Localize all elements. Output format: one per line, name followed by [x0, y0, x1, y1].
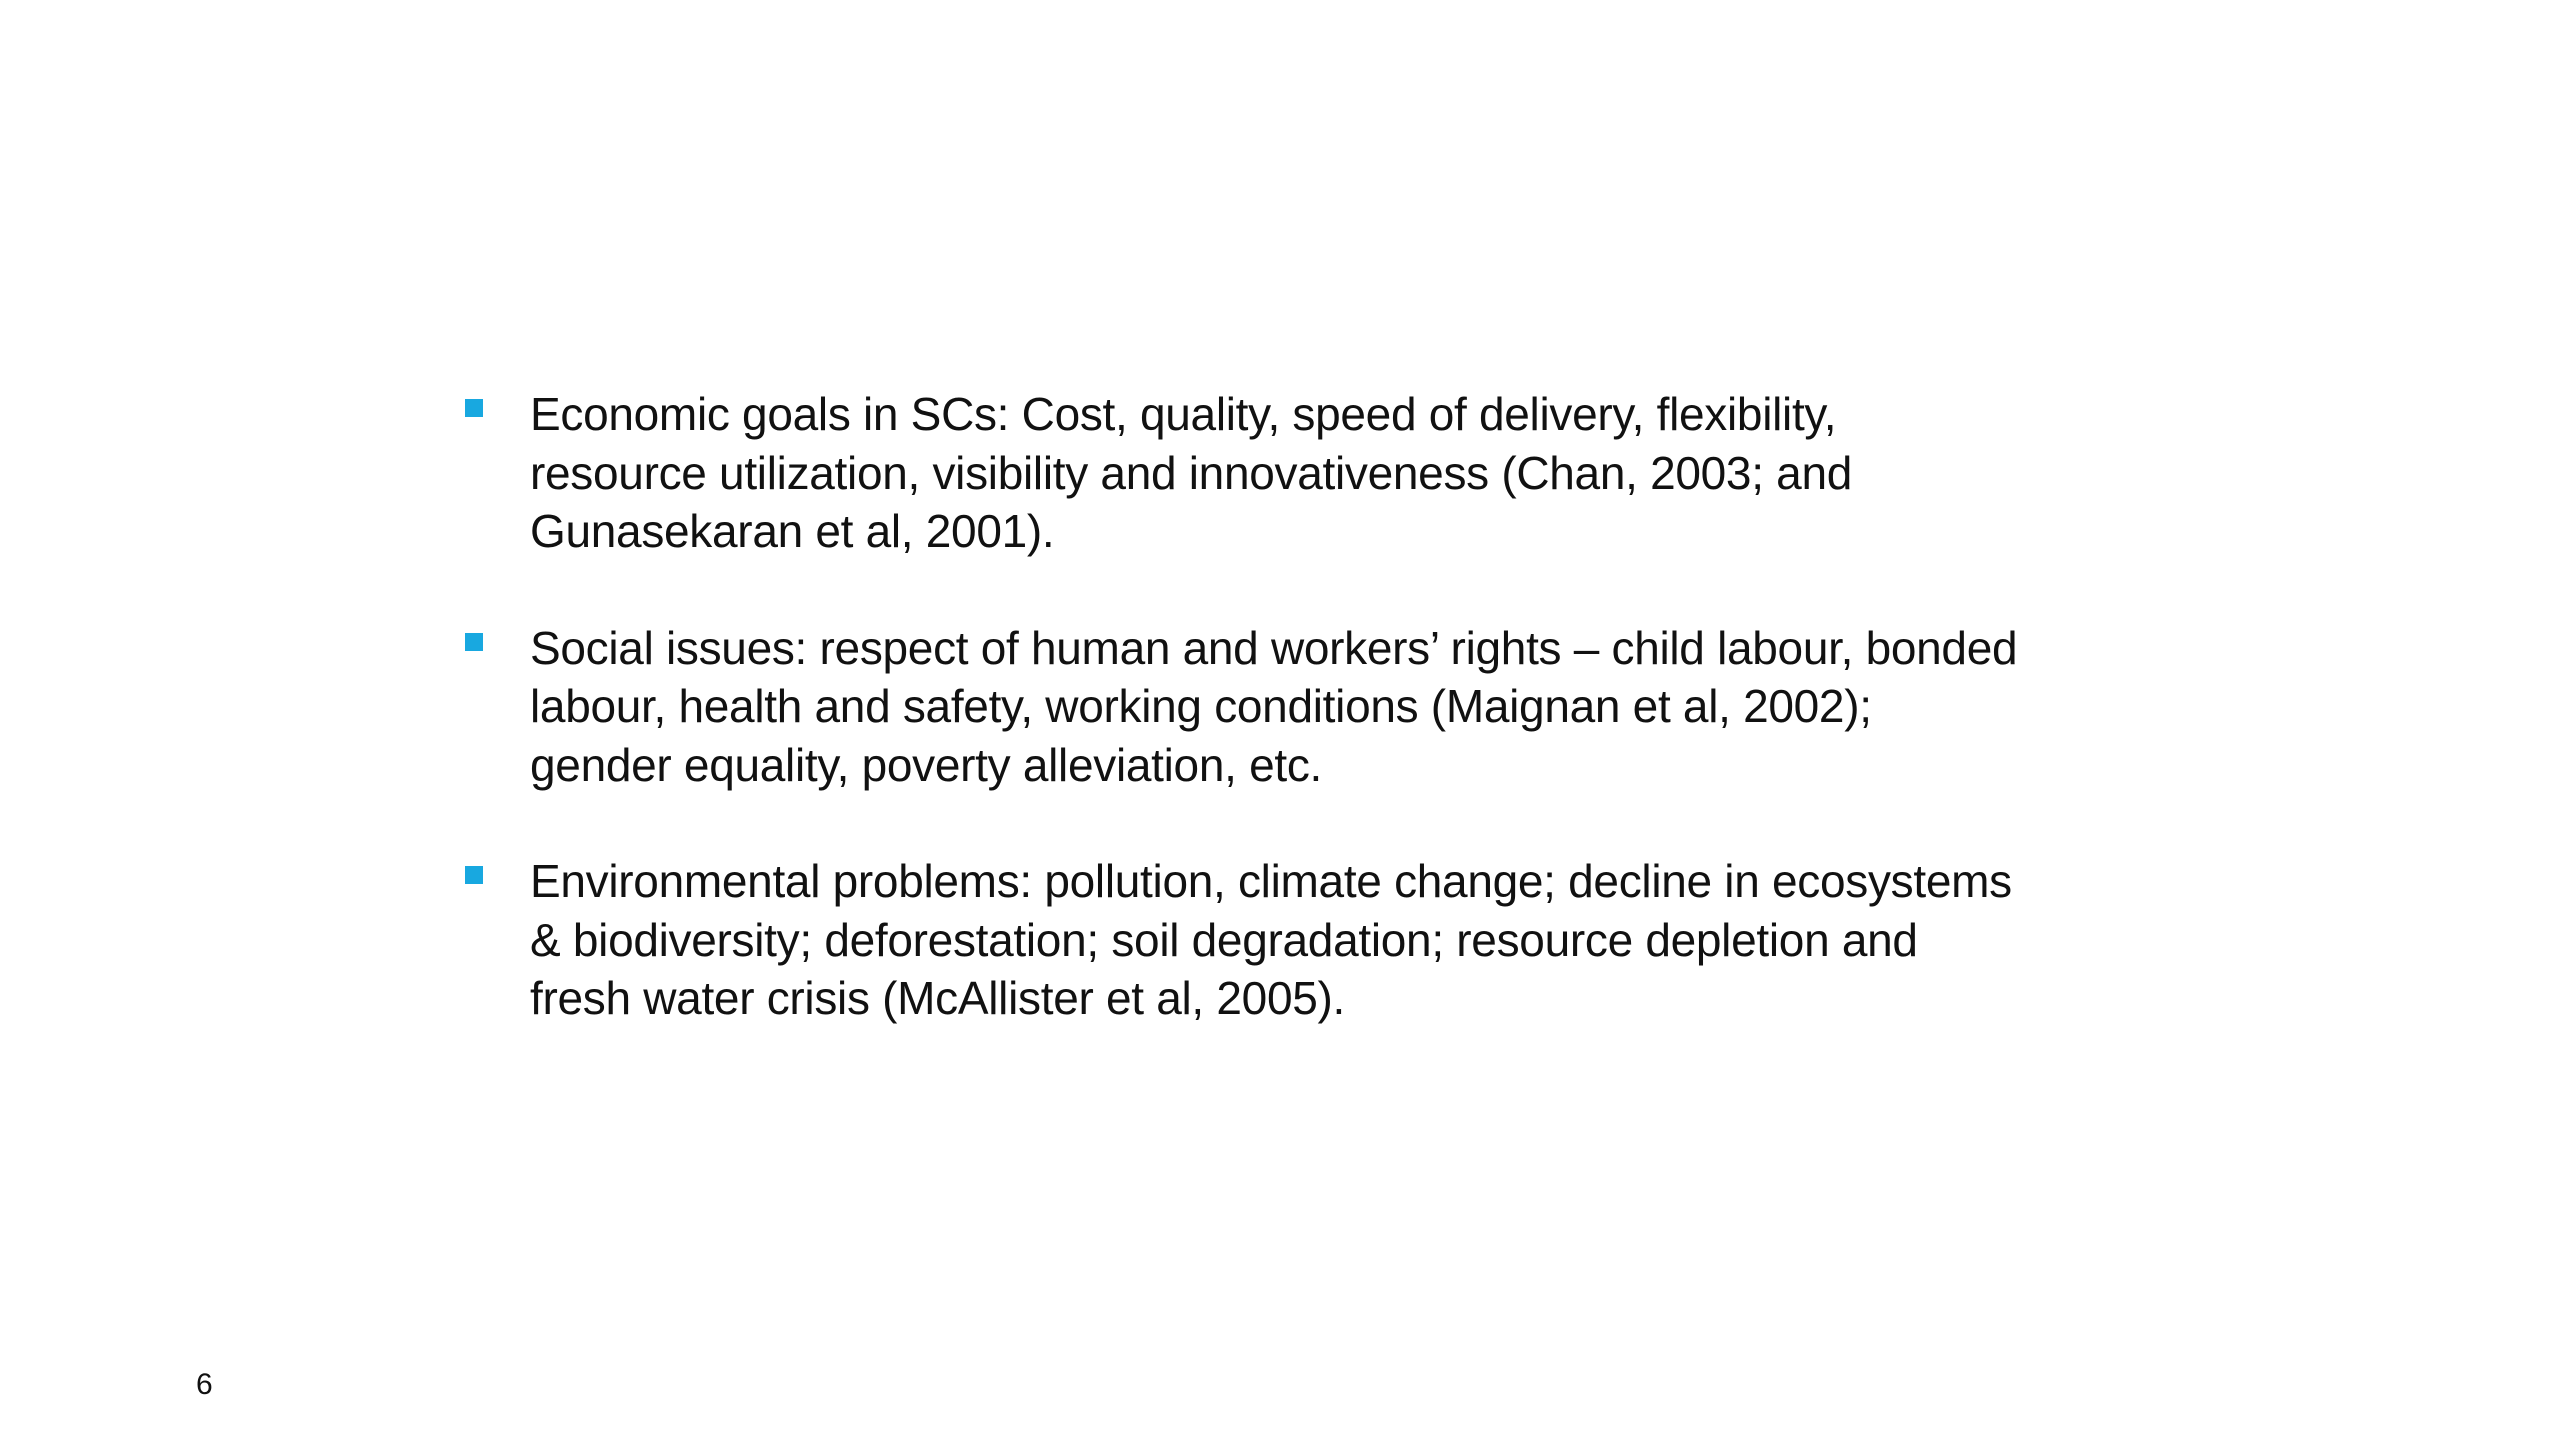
square-bullet-icon [465, 866, 483, 884]
bullet-list [465, 385, 2185, 1028]
bullet-text: Social issues: respect of human and workers’ rights – child labour, bonded labour, health and safety, working conditions (Maignan et al, 2002); gender equality, poverty alleviation, etc. [530, 621, 2018, 791]
bullet-economic-goals [465, 385, 2185, 561]
bullet-text: Environmental problems: pollution, climate change; decline in ecosystems & biodiversity; deforestation; soil degradation; resource depletion and fresh water crisis (McAllister et al, 2005). [530, 855, 2012, 1024]
square-bullet-icon [465, 633, 483, 651]
bullet-environmental-problems [465, 852, 2185, 1028]
bullet-social-issues [465, 619, 2185, 795]
square-bullet-icon [465, 399, 483, 417]
page-number: 6 [196, 1368, 213, 1401]
bullet-text: Economic goals in SCs: Cost, quality, speed of delivery, flexibility, resource utilization, visibility and innovativeness (Chan, 2003; and Gunasekaran et al, 2001). [530, 388, 1853, 557]
